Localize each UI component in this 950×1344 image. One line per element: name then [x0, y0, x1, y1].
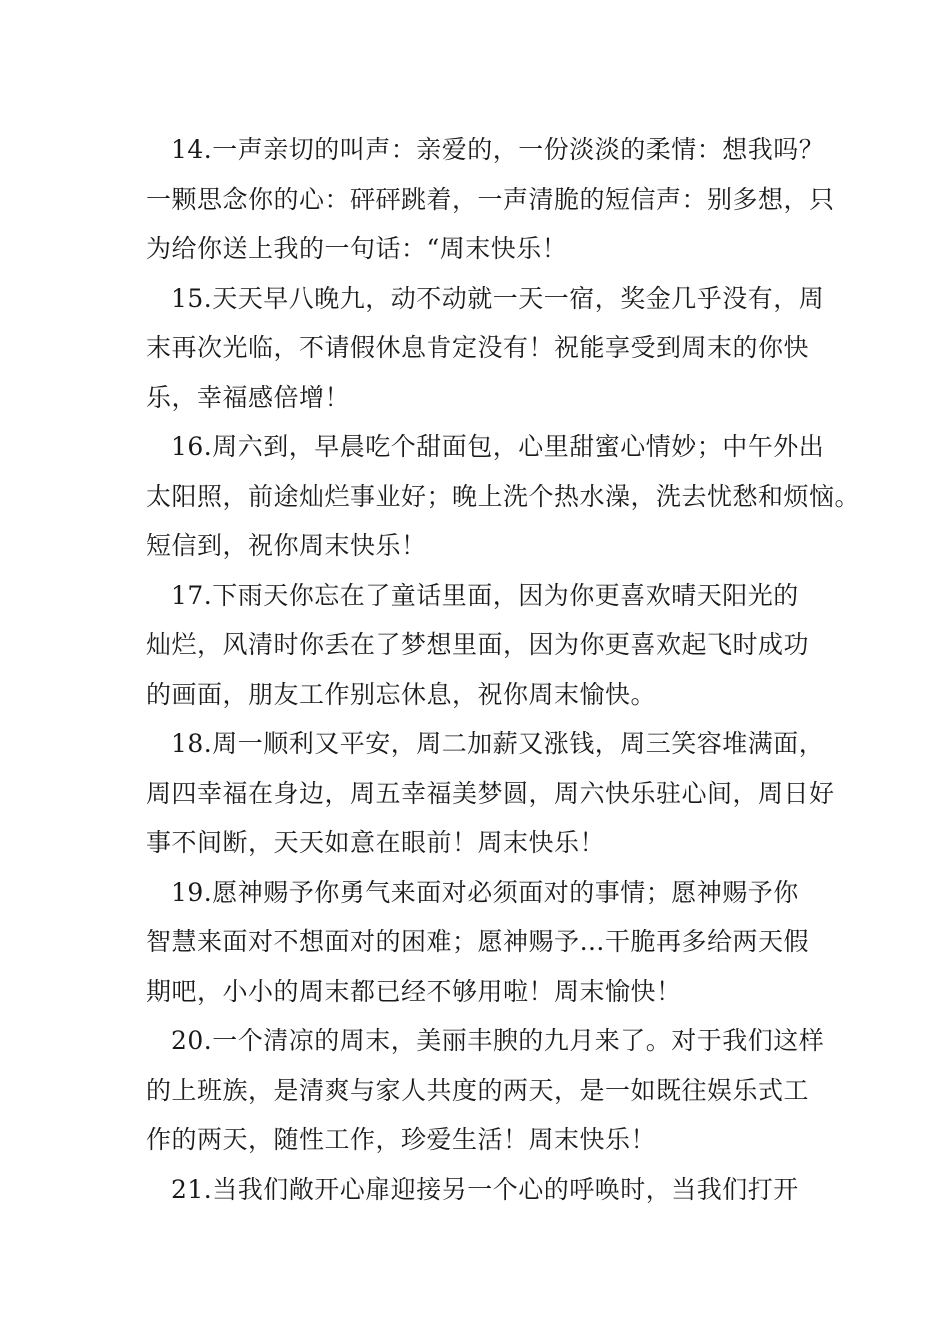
document-body [146, 125, 861, 1214]
paragraph-line: 15.天天早八晚九，动不动就一天一宿，奖金几乎没有，周 [171, 283, 825, 313]
paragraph-line: 的画面，朋友工作别忘休息，祝你周末愉快。 [146, 679, 657, 709]
paragraph-line: 期吧，小小的周末都已经不够用啦！周末愉快！ [146, 976, 682, 1006]
paragraph-line: 一颗思念你的心：砰砰跳着，一声清脆的短信声：别多想，只 [146, 184, 835, 214]
paragraph-line: 周四幸福在身边，周五幸福美梦圆，周六快乐驻心间，周日好 [146, 778, 835, 808]
paragraph-19 [146, 868, 836, 1017]
paragraph-16 [146, 422, 861, 571]
paragraph-line: 太阳照，前途灿烂事业好；晚上洗个热水澡，洗去忧愁和烦恼。 [146, 481, 861, 511]
paragraph-line: 事不间断，天天如意在眼前！周末快乐！ [146, 828, 606, 857]
paragraph-line: 14.一声亲切的叫声：亲爱的，一份淡淡的柔情：想我吗？ [171, 135, 825, 164]
paragraph-18 [146, 719, 836, 868]
paragraph-17 [146, 571, 836, 720]
paragraph-line: 21.当我们敞开心扉迎接另一个心的呼唤时，当我们打开 [171, 1174, 799, 1204]
paragraph-line: 为给你送上我的一句话：“周末快乐！ [146, 234, 568, 263]
paragraph-20 [146, 1016, 836, 1165]
paragraph-21 [146, 1165, 836, 1215]
paragraph-line: 16.周六到，早晨吃个甜面包，心里甜蜜心情妙；中午外出 [171, 432, 825, 461]
paragraph-line: 19.愿神赐予你勇气来面对必须面对的事情；愿神赐予你 [171, 877, 799, 907]
paragraph-line: 17.下雨天你忘在了童话里面，因为你更喜欢晴天阳光的 [171, 580, 799, 610]
paragraph-line: 乐，幸福感倍增！ [146, 382, 351, 412]
paragraph-14 [146, 125, 836, 274]
paragraph-15 [146, 274, 836, 423]
paragraph-line: 18.周一顺利又平安，周二加薪又涨钱，周三笑容堆满面， [171, 729, 825, 758]
paragraph-line: 20.一个清凉的周末，美丽丰腴的九月来了。对于我们这样 [171, 1026, 825, 1055]
paragraph-line: 作的两天，随性工作，珍爱生活！周末快乐！ [146, 1125, 657, 1154]
paragraph-line: 灿烂，风清时你丢在了梦想里面，因为你更喜欢起飞时成功 [146, 630, 810, 659]
paragraph-line: 智慧来面对不想面对的困难；愿神赐予…干脆再多给两天假 [146, 927, 810, 956]
paragraph-line: 末再次光临，不请假休息肯定没有！祝能享受到周末的你快 [146, 333, 810, 362]
paragraph-line: 短信到，祝你周末快乐！ [146, 531, 427, 560]
paragraph-line: 的上班族，是清爽与家人共度的两天，是一如既往娱乐式工 [146, 1075, 810, 1105]
